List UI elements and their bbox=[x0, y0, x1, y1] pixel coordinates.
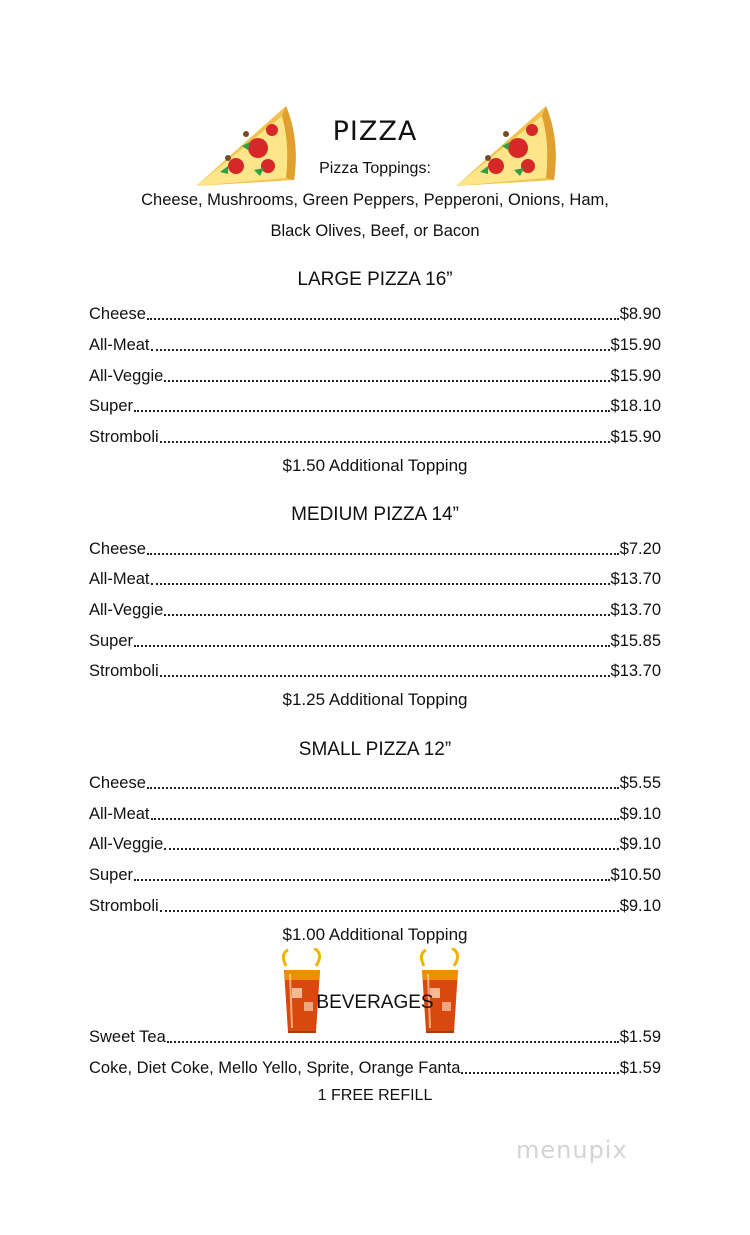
menu-item-row bbox=[89, 333, 661, 355]
menupix-watermark: menupix bbox=[516, 1136, 628, 1164]
item-name: Super bbox=[89, 632, 134, 650]
item-price: $9.10 bbox=[619, 897, 661, 915]
item-name: Stromboli bbox=[89, 428, 159, 446]
dot-leader bbox=[160, 675, 610, 677]
medium-additional-topping-note: $1.25 Additional Topping bbox=[282, 690, 468, 709]
menu-item-row bbox=[89, 832, 661, 854]
medium-pizza-heading: MEDIUM PIZZA 14” bbox=[291, 504, 459, 525]
menu-item-row bbox=[89, 1025, 661, 1047]
item-price: $10.50 bbox=[610, 866, 661, 884]
item-price: $13.70 bbox=[610, 662, 661, 680]
item-name: Coke, Diet Coke, Mello Yello, Sprite, Orange Fanta bbox=[89, 1059, 461, 1077]
dot-leader bbox=[134, 410, 610, 412]
menu-item-row bbox=[89, 364, 661, 386]
dot-leader bbox=[151, 818, 619, 820]
item-price: $13.70 bbox=[610, 601, 661, 619]
item-name: Cheese bbox=[89, 774, 146, 792]
dot-leader bbox=[164, 380, 609, 382]
item-price: $15.85 bbox=[610, 632, 661, 650]
dot-leader bbox=[134, 645, 610, 647]
item-price: $13.70 bbox=[610, 570, 661, 588]
toppings-heading: Pizza Toppings: bbox=[319, 160, 431, 177]
item-price: $9.10 bbox=[619, 805, 661, 823]
dot-leader bbox=[164, 848, 618, 850]
menu-item-row bbox=[89, 302, 661, 324]
menu-item-row bbox=[89, 863, 661, 885]
dot-leader bbox=[160, 910, 619, 912]
item-price: $18.10 bbox=[610, 397, 661, 415]
item-name: Stromboli bbox=[89, 897, 159, 915]
item-name: All-Veggie bbox=[89, 367, 164, 385]
menu-title: PIZZA bbox=[332, 116, 418, 147]
dot-leader bbox=[151, 583, 610, 585]
menu-item-row bbox=[89, 802, 661, 824]
item-price: $5.55 bbox=[619, 774, 661, 792]
menu-item-row bbox=[89, 629, 661, 651]
menu-item-row bbox=[89, 394, 661, 416]
menu-item-row bbox=[89, 771, 661, 793]
menu-item-row bbox=[89, 1056, 661, 1078]
menu-item-row bbox=[89, 894, 661, 916]
small-pizza-heading: SMALL PIZZA 12” bbox=[298, 739, 452, 760]
item-name: Super bbox=[89, 866, 134, 884]
item-name: All-Veggie bbox=[89, 835, 164, 853]
item-price: $15.90 bbox=[610, 428, 661, 446]
menu-item-row bbox=[89, 567, 661, 589]
item-name: Sweet Tea bbox=[89, 1028, 166, 1046]
item-name: All-Meat bbox=[89, 570, 150, 588]
large-pizza-heading: LARGE PIZZA 16” bbox=[297, 269, 453, 290]
item-name: All-Meat bbox=[89, 336, 150, 354]
free-refill-note: 1 FREE REFILL bbox=[317, 1087, 433, 1104]
dot-leader bbox=[167, 1041, 619, 1043]
item-price: $15.90 bbox=[610, 367, 661, 385]
item-name: Cheese bbox=[89, 540, 146, 558]
toppings-list-line-2: Black Olives, Beef, or Bacon bbox=[270, 222, 480, 240]
dot-leader bbox=[461, 1072, 618, 1074]
item-price: $15.90 bbox=[610, 336, 661, 354]
dot-leader bbox=[147, 787, 619, 789]
dot-leader bbox=[151, 349, 610, 351]
dot-leader bbox=[134, 879, 610, 881]
item-price: $1.59 bbox=[619, 1059, 661, 1077]
item-name: All-Veggie bbox=[89, 601, 164, 619]
menu-item-row bbox=[89, 598, 661, 620]
beverages-heading: BEVERAGES bbox=[316, 992, 434, 1013]
toppings-list-line-1: Cheese, Mushrooms, Green Peppers, Pepperoni, Onions, Ham, bbox=[141, 191, 609, 209]
item-price: $8.90 bbox=[619, 305, 661, 323]
large-additional-topping-note: $1.50 Additional Topping bbox=[282, 456, 468, 475]
item-price: $1.59 bbox=[619, 1028, 661, 1046]
dot-leader bbox=[164, 614, 609, 616]
item-name: Stromboli bbox=[89, 662, 159, 680]
small-additional-topping-note: $1.00 Additional Topping bbox=[282, 925, 468, 944]
item-name: All-Meat bbox=[89, 805, 150, 823]
item-price: $9.10 bbox=[619, 835, 661, 853]
menu-item-row bbox=[89, 659, 661, 681]
menu-item-row bbox=[89, 425, 661, 447]
dot-leader bbox=[147, 553, 619, 555]
menu-item-row bbox=[89, 537, 661, 559]
item-price: $7.20 bbox=[619, 540, 661, 558]
dot-leader bbox=[147, 318, 619, 320]
item-name: Super bbox=[89, 397, 134, 415]
item-name: Cheese bbox=[89, 305, 146, 323]
dot-leader bbox=[160, 441, 610, 443]
